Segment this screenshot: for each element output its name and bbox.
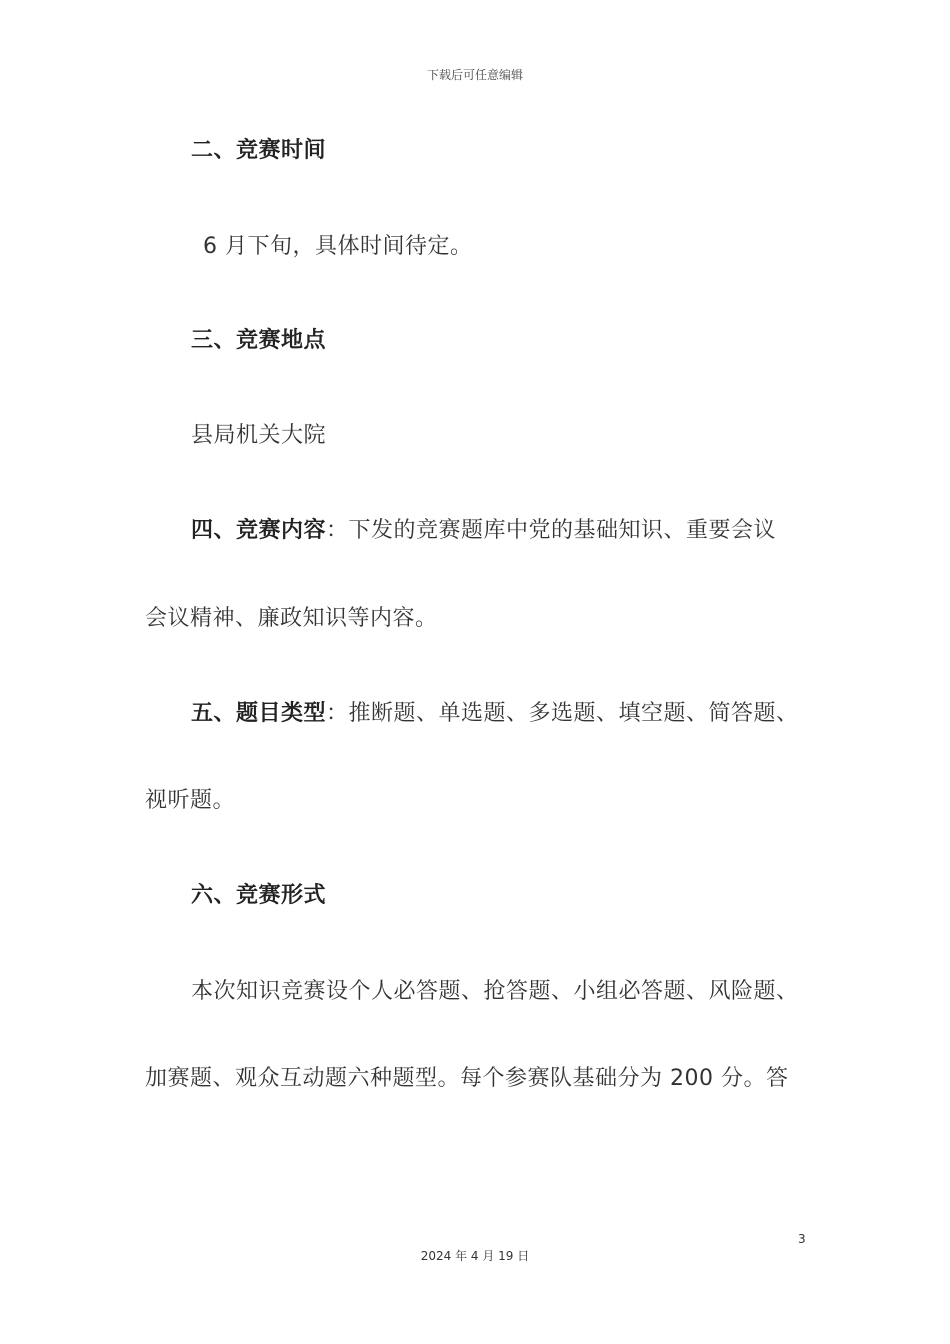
section-body-content-line2: 会议精神、廉政知识等内容。 <box>145 606 438 631</box>
page-header: 下载后可任意编辑 <box>426 68 523 82</box>
section-heading-time: 二、竞赛时间 <box>191 138 327 163</box>
section-heading-place: 三、竞赛地点 <box>191 328 327 353</box>
section-body-types-line2: 视听题。 <box>145 788 236 813</box>
section-heading-content: 四、竞赛内容 <box>191 518 327 543</box>
section-body-place: 县局机关大院 <box>191 423 327 448</box>
section-heading-types: 五、题目类型 <box>191 701 327 726</box>
section-body-time: 6 月下旬，具体时间待定。 <box>203 234 473 259</box>
section-body-format-line2: 加赛题、观众互动题六种题型。每个参赛队基础分为 200 分。答 <box>145 1066 789 1091</box>
section-body-content-line1: ：下发的竞赛题库中党的基础知识、重要会议 <box>326 518 777 543</box>
footer-date: 2024 年 4 月 19 日 <box>420 1249 530 1263</box>
section-content-paragraph <box>145 516 815 546</box>
section-heading-format: 六、竞赛形式 <box>191 883 327 908</box>
section-types-paragraph <box>145 699 815 729</box>
page-number: 3 <box>798 1232 806 1246</box>
section-body-format-line1: 本次知识竞赛设个人必答题、抢答题、小组必答题、风险题、 <box>191 979 799 1004</box>
section-body-types-line1: ：推断题、单选题、多选题、填空题、简答题、 <box>326 701 799 726</box>
